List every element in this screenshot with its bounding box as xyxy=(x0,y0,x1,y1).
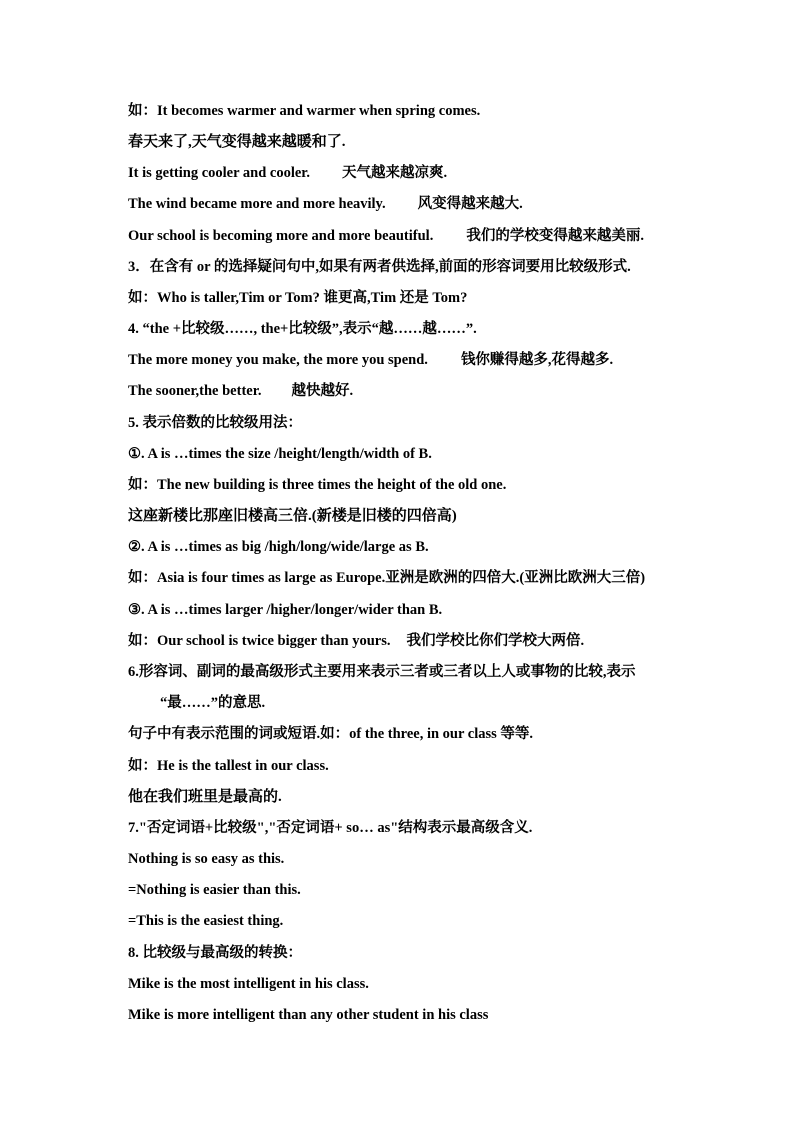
text-line: Nothing is so easy as this. xyxy=(128,851,285,867)
text-line: 3．在含有 or 的选择疑问句中,如果有两者供选择,前面的形容词要用比较级形式. xyxy=(128,259,631,275)
text-line: ②. A is …times as big /high/long/wide/large as B. xyxy=(128,539,429,555)
text-line: 句子中有表示范围的词或短语.如：of the three, in our class 等等. xyxy=(128,726,534,742)
text-line: 如：Who is taller,Tim or Tom? 谁更高,Tim 还是 Tom? xyxy=(128,290,468,306)
text-line: 他在我们班里是最高的. xyxy=(128,789,282,805)
text-line: The more money you make, the more you spend. 钱你赚得越多,花得越多. xyxy=(128,352,614,368)
text-line: Mike is more intelligent than any other student in his class xyxy=(128,1007,489,1023)
text-line: 如：Asia is four times as large as Europe.亚洲是欧洲的四倍大.(亚洲比欧洲大三倍) xyxy=(128,570,646,586)
text-line: 8. 比较级与最高级的转换： xyxy=(128,945,302,961)
text-line: 这座新楼比那座旧楼高三倍.(新楼是旧楼的四倍高) xyxy=(128,508,457,524)
text-line: It is getting cooler and cooler. 天气越来越凉爽. xyxy=(128,165,448,181)
text-line: 6.形容词、副词的最高级形式主要用来表示三者或三者以上人或事物的比较,表示 xyxy=(128,664,636,680)
text-line: 如：It becomes warmer and warmer when spring comes. xyxy=(128,103,481,119)
text-line: ③. A is …times larger /higher/longer/wider than B. xyxy=(128,602,443,618)
text-line: 4. “the +比较级……, the+比较级”,表示“越……越……”. xyxy=(128,321,477,337)
text-line: Mike is the most intelligent in his class. xyxy=(128,976,369,992)
text-line: ①. A is …times the size /height/length/width of B. xyxy=(128,446,432,462)
text-line: 5. 表示倍数的比较级用法： xyxy=(128,415,302,431)
text-line: 7."否定词语+比较级","否定词语+ so… as"结构表示最高级含义. xyxy=(128,820,533,836)
text-line: =Nothing is easier than this. xyxy=(128,882,301,898)
text-line: The wind became more and more heavily. 风变得越来越大. xyxy=(128,196,523,212)
text-line: 如：He is the tallest in our class. xyxy=(128,758,329,774)
text-line: “最……”的意思. xyxy=(160,695,266,711)
text-line: The sooner,the better. 越快越好. xyxy=(128,383,354,399)
text-line: =This is the easiest thing. xyxy=(128,913,284,929)
text-line: Our school is becoming more and more beautiful. 我们的学校变得越来越美丽. xyxy=(128,228,644,244)
text-line: 如：Our school is twice bigger than yours. 我们学校比你们学校大两倍. xyxy=(128,633,585,649)
text-line: 如：The new building is three times the height of the old one. xyxy=(128,477,507,493)
text-line: 春天来了,天气变得越来越暖和了. xyxy=(128,134,346,150)
